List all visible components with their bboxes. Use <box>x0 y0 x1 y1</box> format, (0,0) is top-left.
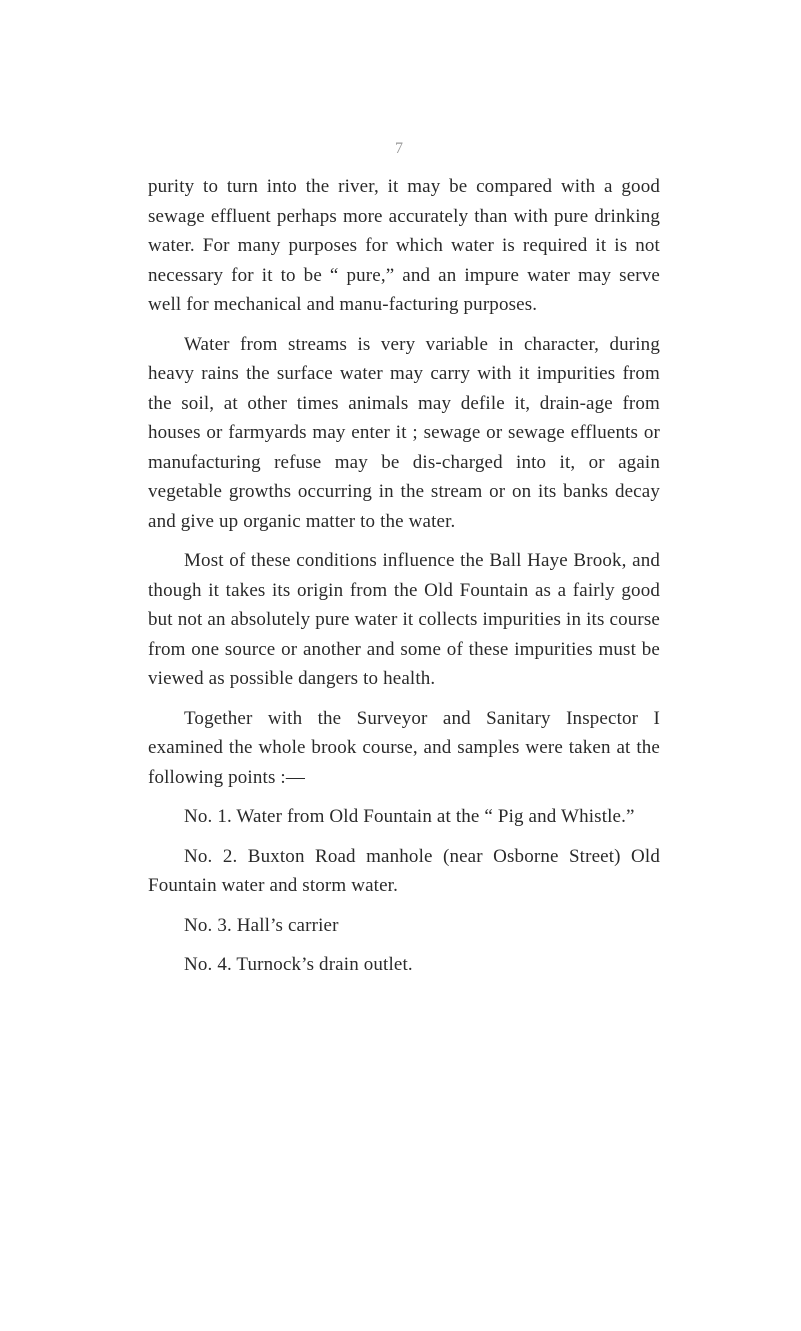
sample-points-list <box>148 802 660 980</box>
list-item: No. 3. Hall’s carrier <box>184 914 339 936</box>
paragraph-ball-haye-brook: Most of these conditions influence the Ball Haye Brook, and though it takes its origin from the Old Fountain as a fairly good but not an absolutely pure water it collects impurities in its course from one source or another and some of these impurities must be viewed as possible dangers to health. <box>148 550 660 689</box>
body-text <box>148 172 660 990</box>
paragraph-examination: Together with the Surveyor and Sanitary Inspector I examined the whole brook course, and samples were taken at the following points :— <box>148 707 660 788</box>
paragraph-purity: purity to turn into the river, it may be compared with a good sewage effluent perhaps more accurately than with pure drinking water. For many purposes for which water is required it is not necessary for it to be “ pure,” and an impure water may serve well for mechanical and manu-facturing purposes. <box>148 176 660 315</box>
list-item: No. 4. Turnock’s drain outlet. <box>184 954 413 975</box>
list-item: No. 2. Buxton Road manhole (near Osborne Street) Old Fountain water and storm water. <box>148 845 660 896</box>
page-number: 7 <box>395 140 403 157</box>
list-item: No. 1. Water from Old Fountain at the “ Pig and Whistle.” <box>184 806 635 827</box>
paragraph-streams: Water from streams is very variable in character, during heavy rains the surface water may carry with it impurities from the soil, at other times animals may defile it, drain-age from houses or farmyards may enter it ; sewage or sewage effluents or manufacturing refuse may be dis-charged into it, or again vegetable growths occurring in the stream or on its banks decay and give up organic matter to the water. <box>148 333 660 532</box>
